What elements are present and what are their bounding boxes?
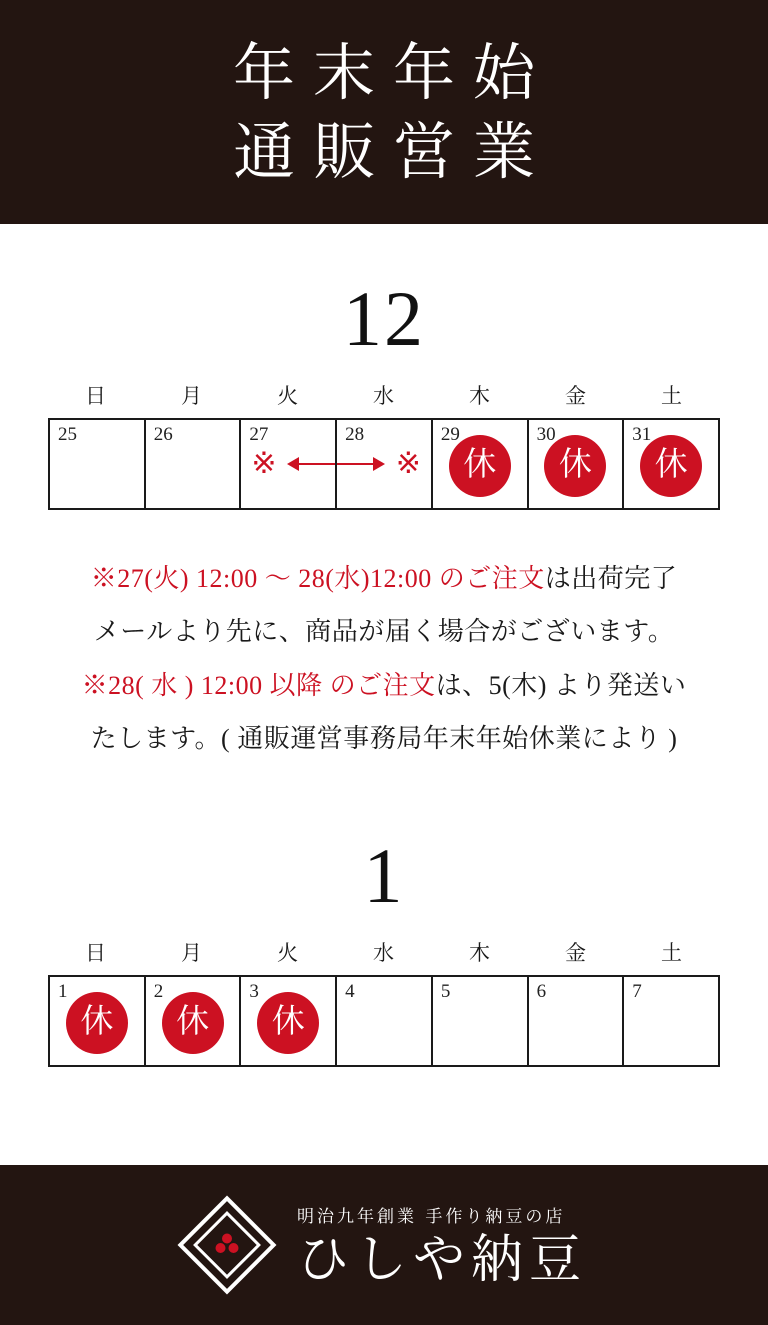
day-number: 31 <box>632 424 652 445</box>
weekday-label-wed: 水 <box>373 384 395 408</box>
weekday-label-sun: 日 <box>85 384 107 408</box>
weekday-label-fri: 金 <box>565 384 587 408</box>
page-footer <box>0 1165 768 1325</box>
logo-flower-icon <box>214 1232 240 1258</box>
header-title-line-1: 年末年始 <box>232 35 553 109</box>
day-number: 7 <box>632 981 642 1003</box>
holiday-badge: 休 <box>257 992 319 1054</box>
day-cell <box>241 420 337 510</box>
day-cell <box>529 420 625 510</box>
brand-text <box>296 1202 587 1291</box>
weekday-label-mon: 月 <box>181 384 203 408</box>
day-number: 29 <box>440 424 460 445</box>
weekday-label-sun: 日 <box>85 941 107 966</box>
weekday-label-tue: 火 <box>277 941 299 966</box>
day-cell <box>624 420 720 510</box>
day-cell <box>146 977 242 1067</box>
day-cell <box>433 420 529 510</box>
day-cell <box>241 977 337 1067</box>
day-cell <box>50 420 146 510</box>
note-line-3-red: ※28( 水 ) 12:00 以降 のご注文 <box>81 670 436 700</box>
january-calendar <box>48 937 720 1067</box>
note-line-1-red: ※27(火) 12:00 〜 28(水)12:00 のご注文 <box>90 564 545 593</box>
note-line-2: メールより先に、商品が届く場合がございます。 <box>93 617 675 647</box>
day-cell <box>433 977 529 1067</box>
day-number: 4 <box>345 981 355 1003</box>
day-number: 28 <box>345 424 365 445</box>
holiday-badge: 休 <box>66 992 128 1054</box>
december-day-grid <box>48 418 720 510</box>
january-month-label: 1 <box>363 832 405 920</box>
day-number: 5 <box>440 981 451 1003</box>
kome-mark-icon: ※ <box>251 447 277 480</box>
note-line-1-black: は出荷完了 <box>544 564 678 593</box>
day-cell <box>337 977 433 1067</box>
note-line-4: たします。( 通販運営事務局年末年始休業により ) <box>90 723 678 753</box>
holiday-badge: 休 <box>449 435 511 497</box>
holiday-badge: 休 <box>640 435 702 497</box>
day-cell <box>624 977 720 1067</box>
header-title-line-2: 通販営業 <box>232 115 553 188</box>
arrow-head-right-icon <box>373 457 385 471</box>
day-number: 2 <box>153 981 164 1003</box>
day-number: 1 <box>58 981 68 1003</box>
day-cell <box>337 420 433 510</box>
weekday-label-tue: 火 <box>277 384 299 408</box>
december-weekday-row <box>48 380 720 410</box>
holiday-badge: 休 <box>162 992 224 1054</box>
day-number: 27 <box>249 424 269 445</box>
day-number: 3 <box>249 981 259 1003</box>
brand-tagline: 明治九年創業 手作り納豆の店 <box>296 1207 566 1228</box>
weekday-label-fri: 金 <box>565 941 587 966</box>
kome-mark-icon: ※ <box>395 447 421 480</box>
holiday-badge: 休 <box>544 435 606 497</box>
weekday-label-thu: 木 <box>469 384 491 408</box>
day-number: 6 <box>536 981 547 1003</box>
day-cell <box>529 977 625 1067</box>
note-line-1 <box>39 552 729 605</box>
december-month-label: 12 <box>343 275 425 362</box>
brand-logo-icon <box>181 1199 273 1291</box>
weekday-label-sat: 土 <box>661 941 683 966</box>
january-day-grid <box>48 975 720 1067</box>
day-cell <box>50 977 146 1067</box>
day-number: 25 <box>58 424 77 445</box>
weekday-label-sat: 土 <box>661 384 683 408</box>
brand-lockup <box>181 1199 587 1291</box>
day-number: 26 <box>153 424 173 445</box>
weekday-label-thu: 木 <box>469 941 491 966</box>
note-line-3 <box>39 659 729 712</box>
weekday-label-mon: 月 <box>181 941 203 966</box>
brand-name: ひしや納豆 <box>296 1230 587 1291</box>
day-cell <box>146 420 242 510</box>
main-content <box>0 275 768 1067</box>
note-line-3-black: は、5(木) より発送い <box>435 670 687 700</box>
december-calendar <box>48 380 720 510</box>
weekday-label-wed: 水 <box>373 941 395 966</box>
january-weekday-row <box>48 937 720 967</box>
page-header <box>0 0 768 224</box>
notes-block <box>39 552 729 765</box>
arrow-head-left-icon <box>287 457 299 471</box>
day-number: 30 <box>536 424 556 445</box>
